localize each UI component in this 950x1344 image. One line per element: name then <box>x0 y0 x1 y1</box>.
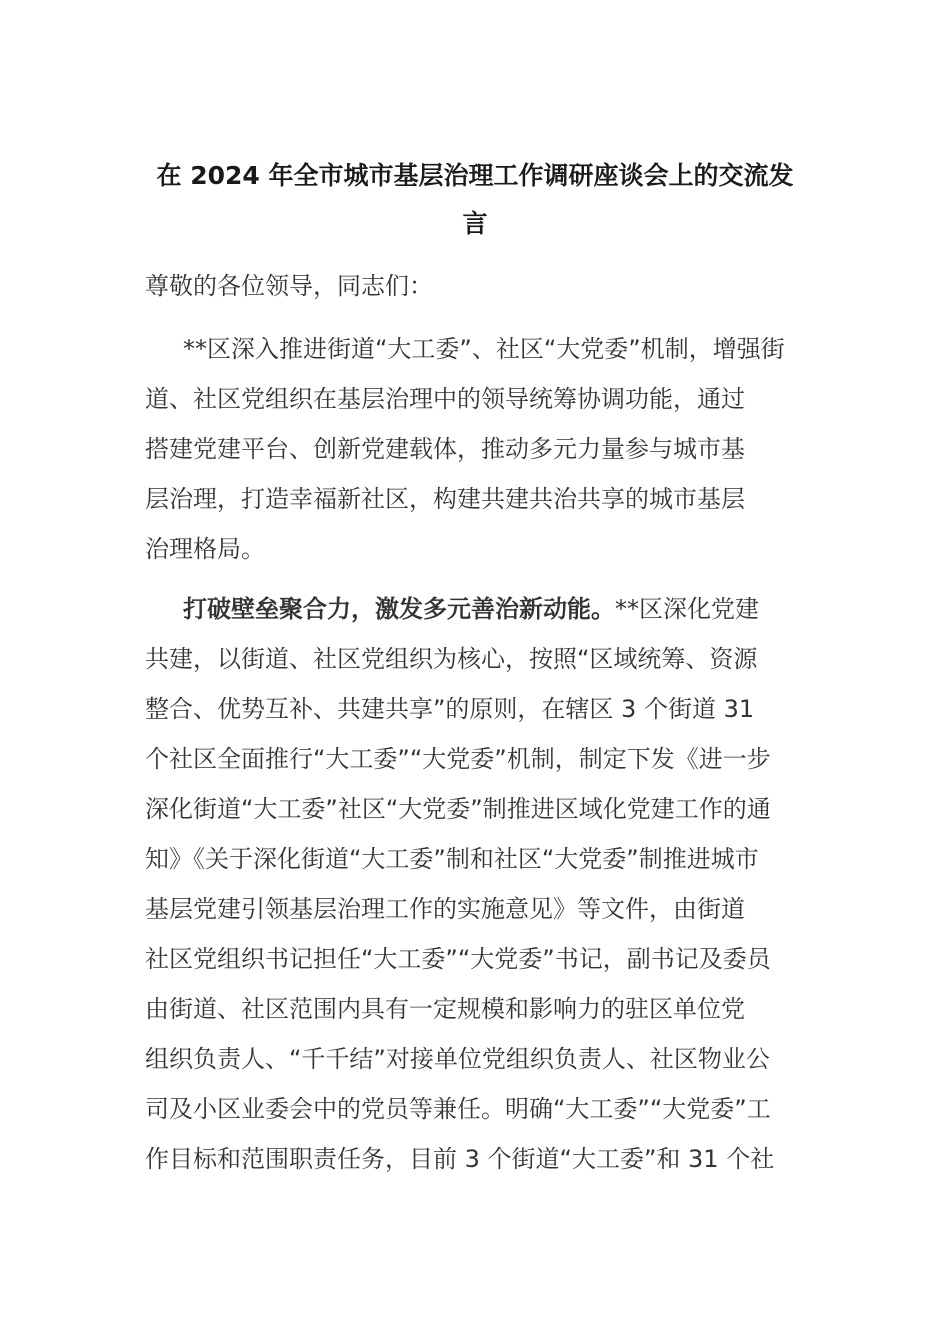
paragraph-line: 社区党组织书记担任“大工委”“大党委”书记，副书记及委员 <box>145 945 771 973</box>
document-title <box>145 152 805 248</box>
paragraph-line: 个社区全面推行“大工委”“大党委”机制，制定下发《进一步 <box>145 745 771 773</box>
paragraph-line: **区深入推进街道“大工委”、社区“大党委”机制，增强街 <box>183 335 785 363</box>
paragraph-line-rest: **区深化党建 <box>615 595 759 623</box>
paragraph-line: 整合、优势互补、共建共享”的原则，在辖区 3 个街道 31 <box>145 695 755 723</box>
salutation: 尊敬的各位领导，同志们： <box>145 272 433 300</box>
paragraph-section-1 <box>145 584 815 1184</box>
paragraph-line: 司及小区业委会中的党员等兼任。明确“大工委”“大党委”工 <box>145 1095 771 1123</box>
title-line: 在 2024 年全市城市基层治理工作调研座谈会上的交流发 <box>156 161 794 190</box>
paragraph-line: 深化街道“大工委”社区“大党委”制推进区域化党建工作的通 <box>145 795 771 823</box>
paragraph-line: 知》《关于深化街道“大工委”制和社区“大党委”制推进城市 <box>145 845 759 873</box>
paragraph-line: 层治理，打造幸福新社区，构建共建共治共享的城市基层 <box>145 485 745 513</box>
paragraph-line: 组织负责人、“千千结”对接单位党组织负责人、社区物业公 <box>145 1045 770 1073</box>
paragraph-line: 基层党建引领基层治理工作的实施意见》等文件，由街道 <box>145 895 745 923</box>
section-heading: 打破壁垒聚合力，激发多元善治新动能。 <box>183 595 615 623</box>
paragraph-intro <box>145 324 815 574</box>
paragraph-line: 由街道、社区范围内具有一定规模和影响力的驻区单位党 <box>145 995 745 1023</box>
paragraph-line: 道、社区党组织在基层治理中的领导统筹协调功能，通过 <box>145 385 745 413</box>
title-line: 言 <box>462 209 488 238</box>
paragraph-line: 治理格局。 <box>145 535 265 563</box>
paragraph-line: 作目标和范围职责任务，目前 3 个街道“大工委”和 31 个社 <box>145 1145 775 1173</box>
paragraph-line: 搭建党建平台、创新党建载体，推动多元力量参与城市基 <box>145 435 745 463</box>
paragraph-line: 共建，以街道、社区党组织为核心，按照“区域统筹、资源 <box>145 645 758 673</box>
paragraph-first-line <box>145 584 815 634</box>
